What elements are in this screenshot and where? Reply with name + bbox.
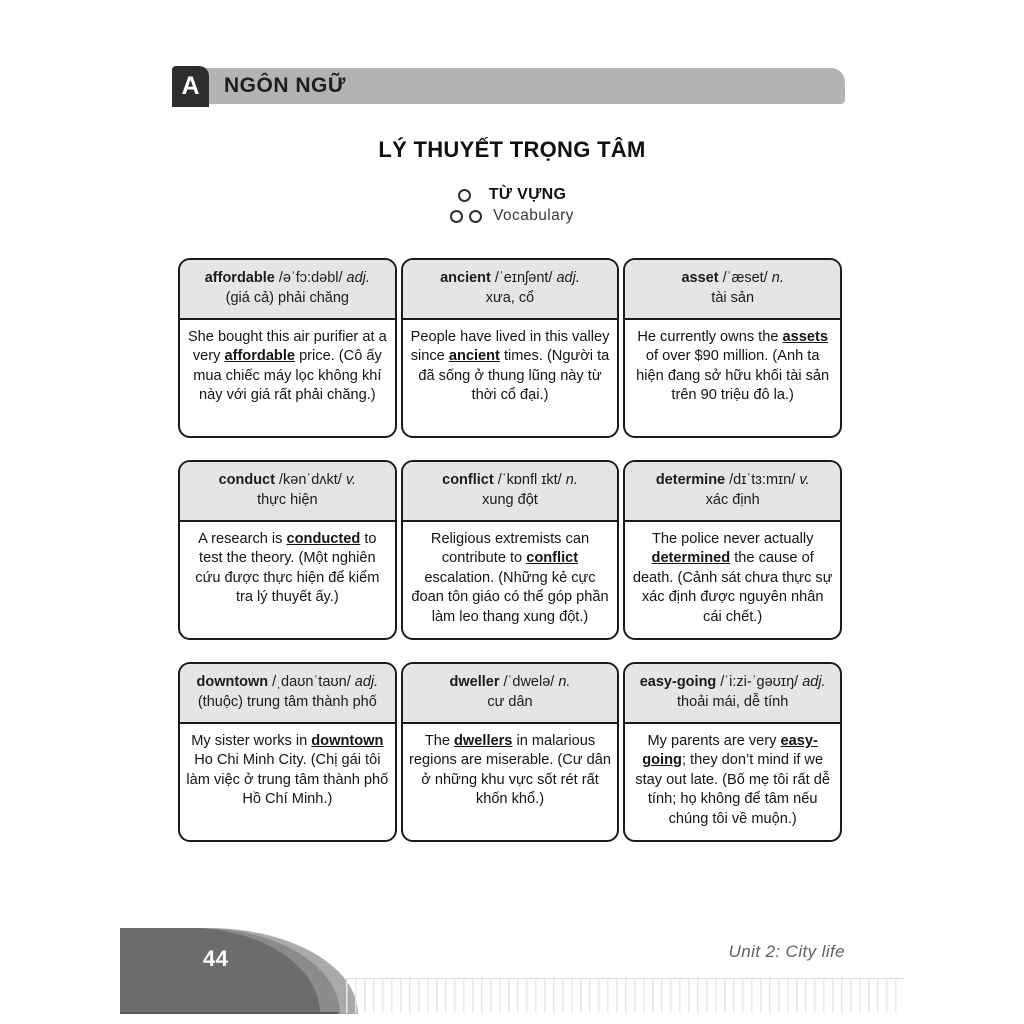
page-title: LÝ THUYẾT TRỌNG TÂM: [378, 137, 646, 162]
example-text: People have lived in this valley since: [410, 329, 610, 365]
vocab-part-of-speech: adj.: [346, 270, 370, 287]
example-text: of over $90 million. (Anh ta hiện đang sở hữu khối tài sản trên 90 triệu đô la.): [636, 348, 830, 404]
vocab-word: asset: [681, 270, 719, 287]
vocab-meaning: xưa, cổ: [485, 290, 535, 306]
vocab-word: affordable: [204, 270, 275, 287]
vocab-word: dweller: [449, 674, 500, 691]
vocab-word: ancient: [440, 270, 491, 287]
example-text: My parents are very: [647, 733, 781, 749]
vocab-example: [180, 724, 395, 840]
vocab-entry-line: [205, 269, 370, 289]
example-text: times. (Người ta đã sống ở thung lũng này từ thời cổ đại.): [418, 348, 610, 404]
vocab-card-header: [403, 664, 618, 724]
unit-label: Unit 2: City life: [728, 942, 845, 961]
vocab-word: conflict: [442, 472, 494, 489]
example-text: Ho Chi Minh City. (Chị gái tôi làm việc ở trung tâm thành phố Hồ Chí Minh.): [186, 752, 389, 808]
section-header: [172, 66, 845, 107]
vocab-pronunciation: /ˈkɒnfl ɪkt/: [493, 472, 566, 489]
bullet-circle-icon: [469, 210, 482, 223]
vocab-entry-line: [450, 673, 571, 693]
vocab-example: [180, 320, 395, 436]
vocab-card-header: [403, 462, 618, 522]
vocab-example: [625, 522, 840, 638]
vocab-entry-line: [442, 471, 578, 491]
example-text: escalation. (Những kẻ cực đoan tôn giáo có thể góp phần làm leo thang xung đột.): [411, 569, 609, 625]
example-text: price. (Cô ấy mua chiếc máy lọc không khí này với giá rất phải chăng.): [193, 348, 382, 404]
vocab-pronunciation: /ˈdwelə/: [499, 674, 559, 691]
vocab-card: [178, 258, 397, 438]
vocab-entry-line: [219, 471, 357, 491]
vocab-entry-line: [640, 673, 826, 693]
vocab-meaning: thoải mái, dễ tính: [677, 694, 789, 710]
vocab-meaning: tài sản: [711, 290, 755, 306]
vocab-pronunciation: /ˈi:zi-ˈgəʊɪŋ/: [716, 674, 803, 691]
vocab-meaning: (thuộc) trung tâm thành phố: [197, 694, 377, 710]
vocab-word: easy-going: [639, 674, 717, 691]
vocab-meaning: xác định: [705, 492, 760, 508]
vocab-word: conduct: [218, 472, 275, 489]
vocab-pronunciation: /dɪˈtɜ:mɪn/: [725, 472, 800, 489]
vocab-part-of-speech: n.: [558, 674, 571, 691]
example-text: ; they don’t mind if we stay out late. (Bố mẹ tôi rất dễ tính; họ không để tâm nếu chúng tôi về muộn.): [635, 752, 830, 827]
vocab-word: determine: [655, 472, 726, 489]
vocab-pronunciation: /ˈeɪnʃənt/: [490, 270, 557, 287]
page-number: 44: [203, 946, 229, 971]
vocab-example: [625, 724, 840, 840]
vocab-card: [401, 258, 620, 438]
vocab-card: [178, 662, 397, 842]
example-text: to test the theory. (Một nghiên cứu được thực hiện để kiểm tra lý thuyết ấy.): [195, 531, 380, 606]
bullet-circle-icon: [450, 210, 463, 223]
example-text: Religious extremists can contribute to: [430, 531, 590, 567]
vocab-card-header: [625, 462, 840, 522]
section-badge-letter: A: [181, 72, 200, 100]
example-text: He currently owns the: [637, 329, 783, 345]
vocab-card: [401, 662, 620, 842]
vocab-part-of-speech: adj.: [354, 674, 379, 691]
vocab-example: [625, 320, 840, 436]
vocab-part-of-speech: n.: [565, 472, 578, 489]
bullet-circle-icon: [458, 189, 471, 202]
vocab-example: [403, 320, 618, 436]
example-text: My sister works in: [191, 733, 312, 749]
subsection-row-en: [450, 207, 574, 225]
example-text: in malarious regions are miserable. (Cư dân ở những khu vực sốt rét rất khốn khổ.): [408, 733, 611, 808]
vocab-card-header: [180, 260, 395, 320]
vocab-example: [403, 724, 618, 840]
vocab-part-of-speech: adj.: [556, 270, 580, 287]
example-keyword: easy-going: [642, 733, 818, 769]
subsection-header: [0, 186, 1024, 225]
example-keyword: ancient: [448, 348, 500, 365]
vocab-card: [178, 460, 397, 640]
vocab-card-header: [180, 664, 395, 724]
vocab-card: [623, 258, 842, 438]
vocab-meaning: thực hiện: [257, 492, 318, 508]
example-text: A research is: [198, 531, 287, 547]
vocab-part-of-speech: n.: [771, 270, 784, 287]
section-badge: [172, 66, 209, 107]
vocab-entry-line: [196, 673, 378, 693]
subsection-title-en: Vocabulary: [493, 207, 574, 224]
vocab-card: [623, 662, 842, 842]
vocab-card-header: [180, 462, 395, 522]
vocab-card: [623, 460, 842, 640]
example-keyword: determined: [651, 550, 731, 567]
vocab-example: [180, 522, 395, 638]
vocab-grid: [178, 258, 842, 842]
tab-underline: [120, 1012, 338, 1014]
vocab-example: [403, 522, 618, 638]
example-keyword: downtown: [311, 733, 384, 749]
vocab-word: downtown: [196, 674, 269, 691]
vocab-card-header: [625, 260, 840, 320]
section-title: NGÔN NGỮ: [224, 74, 346, 97]
vocab-entry-line: [681, 269, 783, 289]
subsection-row-vi: [458, 186, 567, 204]
section-bar: [172, 68, 845, 104]
vocab-pronunciation: /əˈfɔ:dəbl/: [274, 270, 347, 287]
vocab-card: [401, 460, 620, 640]
footer-stripes-decoration: [346, 978, 904, 1013]
vocab-part-of-speech: v.: [799, 472, 810, 489]
vocab-card-header: [625, 664, 840, 724]
page-number-tab: [120, 928, 358, 1014]
vocab-pronunciation: /ˈæset/: [718, 270, 772, 287]
example-keyword: conflict: [526, 550, 579, 567]
vocab-meaning: (giá cả) phải chăng: [225, 290, 349, 306]
vocab-entry-line: [656, 471, 810, 491]
vocab-entry-line: [440, 269, 580, 289]
vocab-part-of-speech: v.: [345, 472, 357, 489]
vocab-pronunciation: /ˌdaʊnˈtaʊn/: [268, 674, 355, 691]
vocab-card-header: [403, 260, 618, 320]
vocab-part-of-speech: adj.: [802, 674, 826, 691]
example-text: The: [424, 733, 455, 749]
example-keyword: conducted: [286, 531, 361, 547]
example-text: The police never actually: [651, 531, 814, 547]
vocab-meaning: cư dân: [487, 694, 533, 710]
example-keyword: affordable: [224, 348, 296, 365]
subsection-title-vi: TỪ VỰNG: [488, 186, 567, 203]
vocab-meaning: xung đột: [482, 492, 538, 508]
example-keyword: assets: [782, 329, 828, 345]
example-keyword: dwellers: [454, 733, 513, 749]
example-text: She bought this air purifier at a very: [187, 329, 387, 365]
vocab-pronunciation: /kənˈdʌkt/: [274, 472, 346, 489]
example-text: the cause of death. (Cảnh sát chưa thực sự xác định được nguyên nhân cái chết.): [632, 550, 833, 625]
